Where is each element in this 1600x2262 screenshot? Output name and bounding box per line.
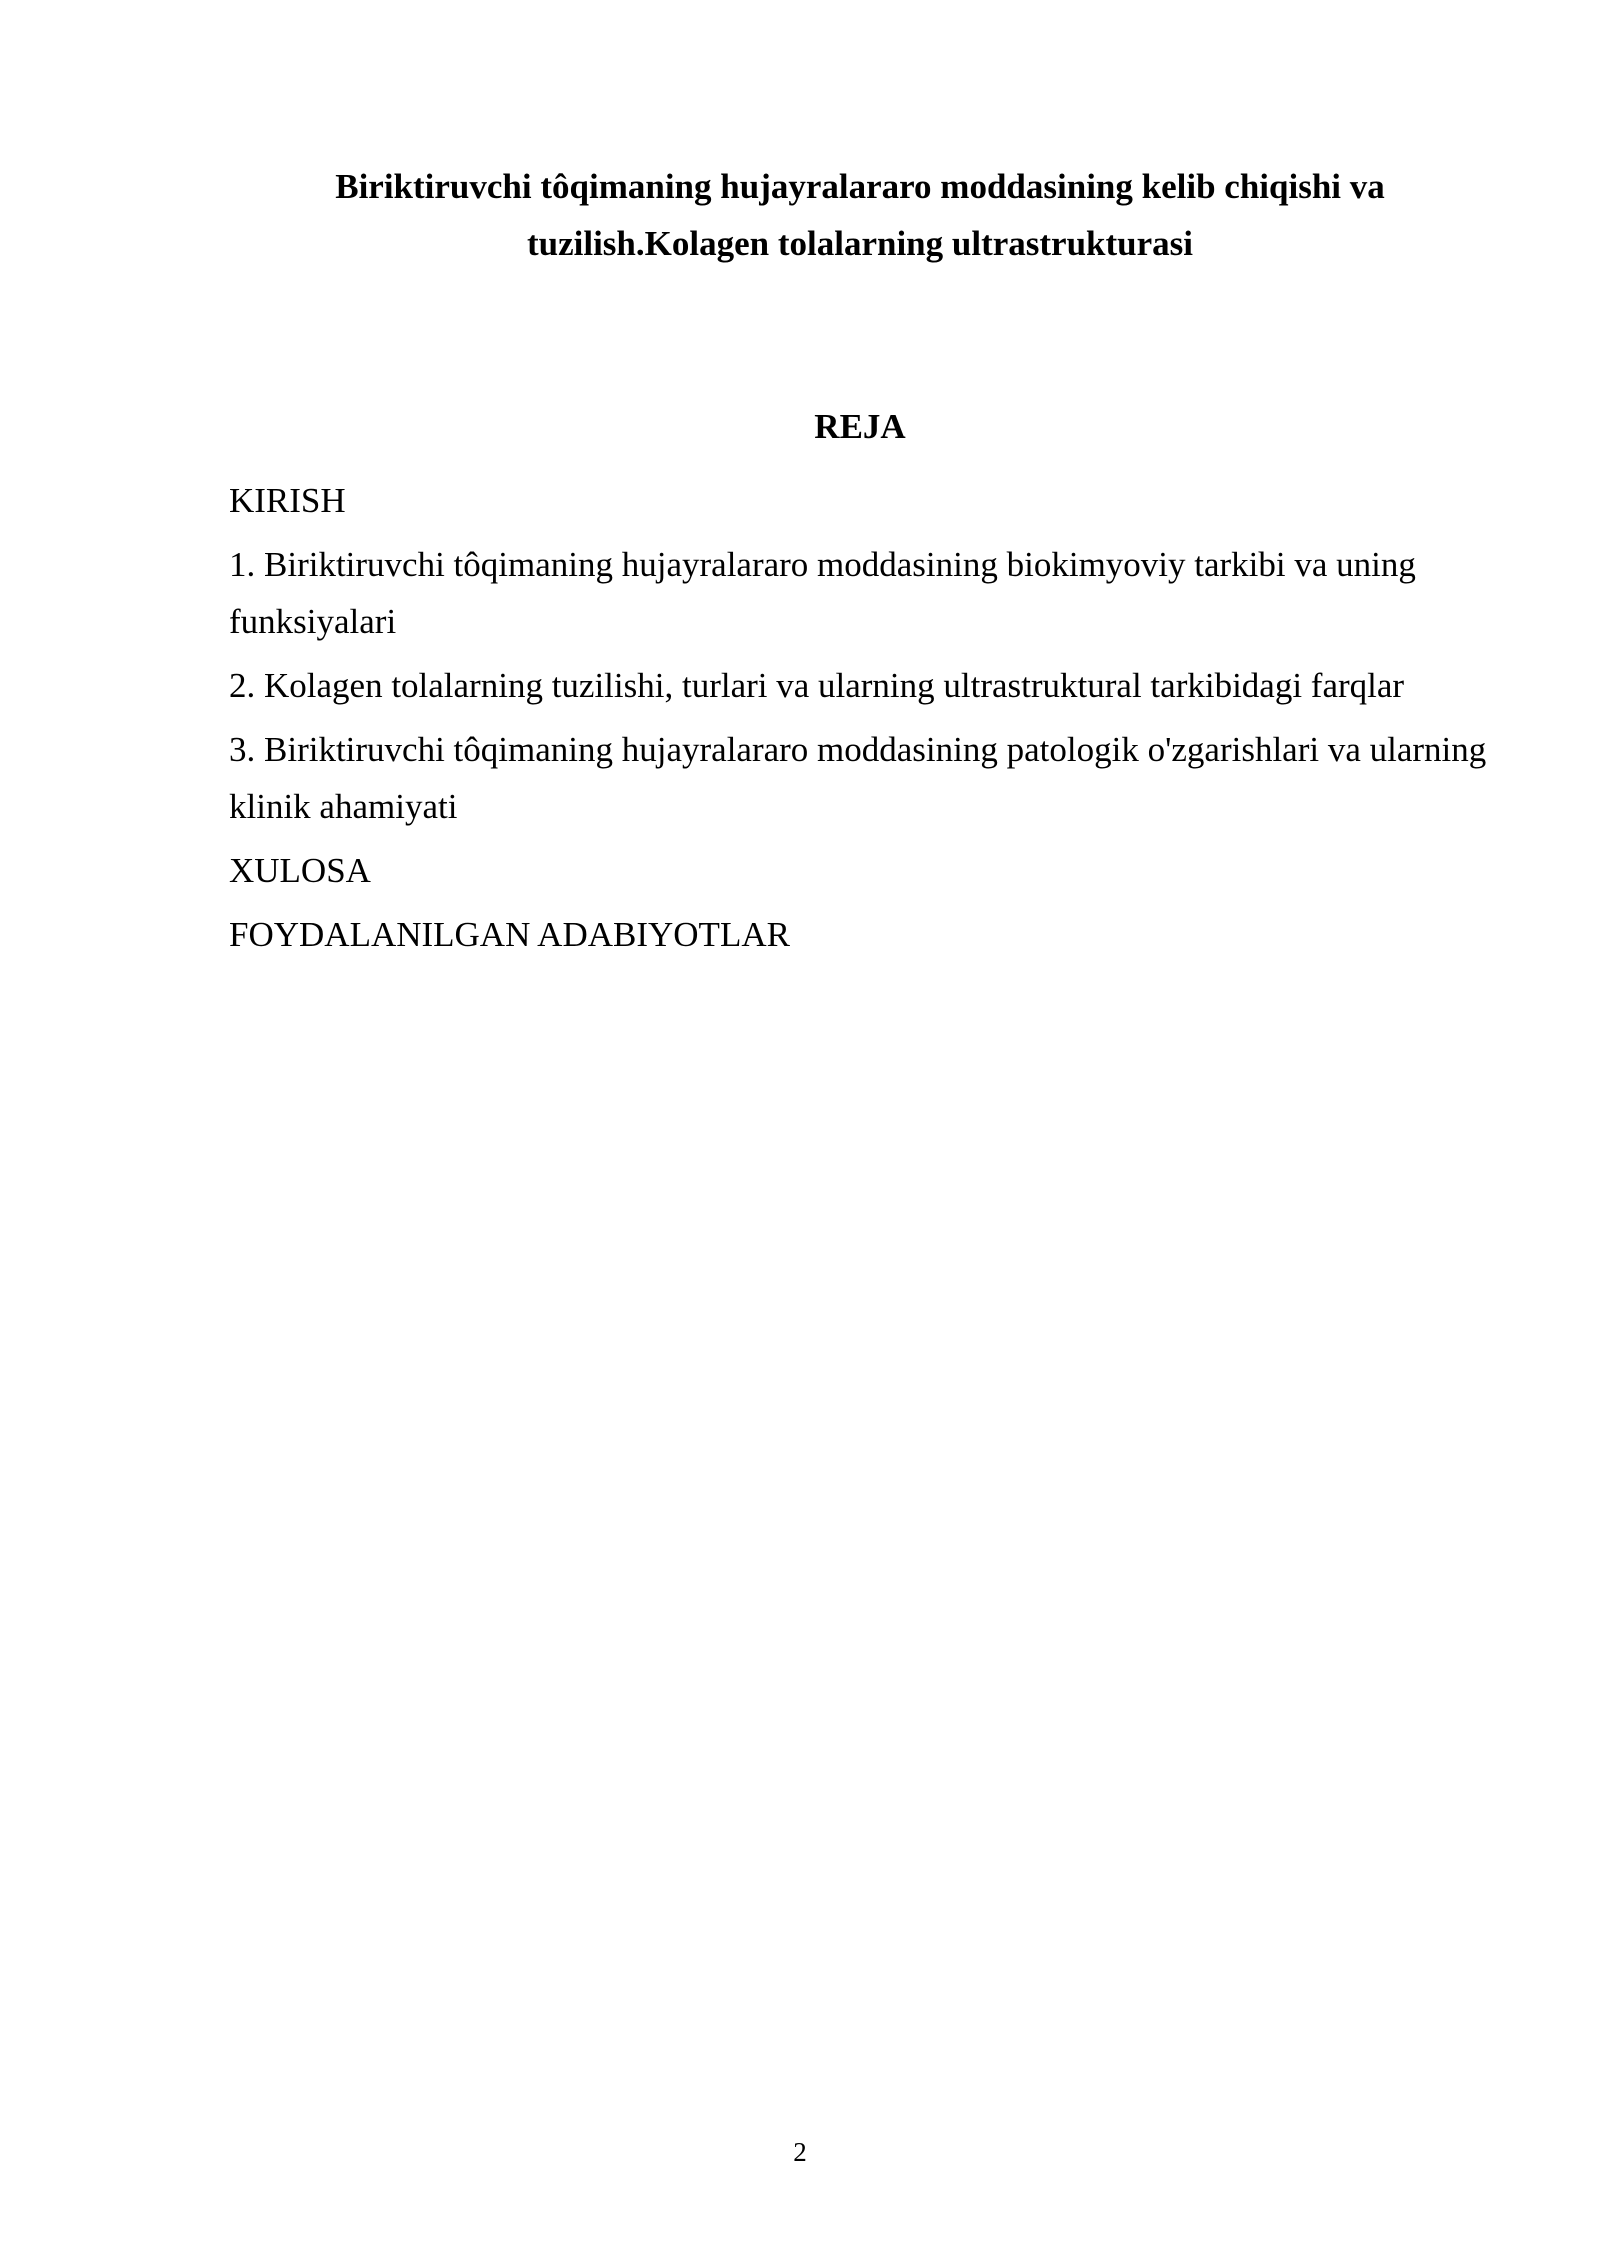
plan-item-3: 3. Biriktiruvchi tôqimaning hujayralararo moddasining patologik o'zgarishlari va ularning klinik ahamiyati xyxy=(229,730,1487,826)
plan-heading: REJA xyxy=(814,407,906,446)
document-title xyxy=(230,158,1490,272)
plan-item-conclusion: XULOSA xyxy=(229,851,371,890)
plan-list xyxy=(229,472,1489,970)
plan-item-2: 2. Kolagen tolalarning tuzilishi, turlari va ularning ultrastruktural tarkibidagi farqlar xyxy=(229,666,1405,705)
document-title-line-2: tuzilish.Kolagen tolalarning ultrastrukturasi xyxy=(526,224,1194,263)
document-title-line-1: Biriktiruvchi tôqimaning hujayralararo moddasining kelib chiqishi va xyxy=(335,167,1385,206)
plan-item-introduction: KIRISH xyxy=(229,481,346,520)
page-number: 2 xyxy=(793,2137,807,2167)
plan-item-1: 1. Biriktiruvchi tôqimaning hujayralararo moddasining biokimyoviy tarkibi va uning funksiyalari xyxy=(229,545,1416,641)
plan-item-references: FOYDALANILGAN ADABIYOTLAR xyxy=(229,915,790,954)
